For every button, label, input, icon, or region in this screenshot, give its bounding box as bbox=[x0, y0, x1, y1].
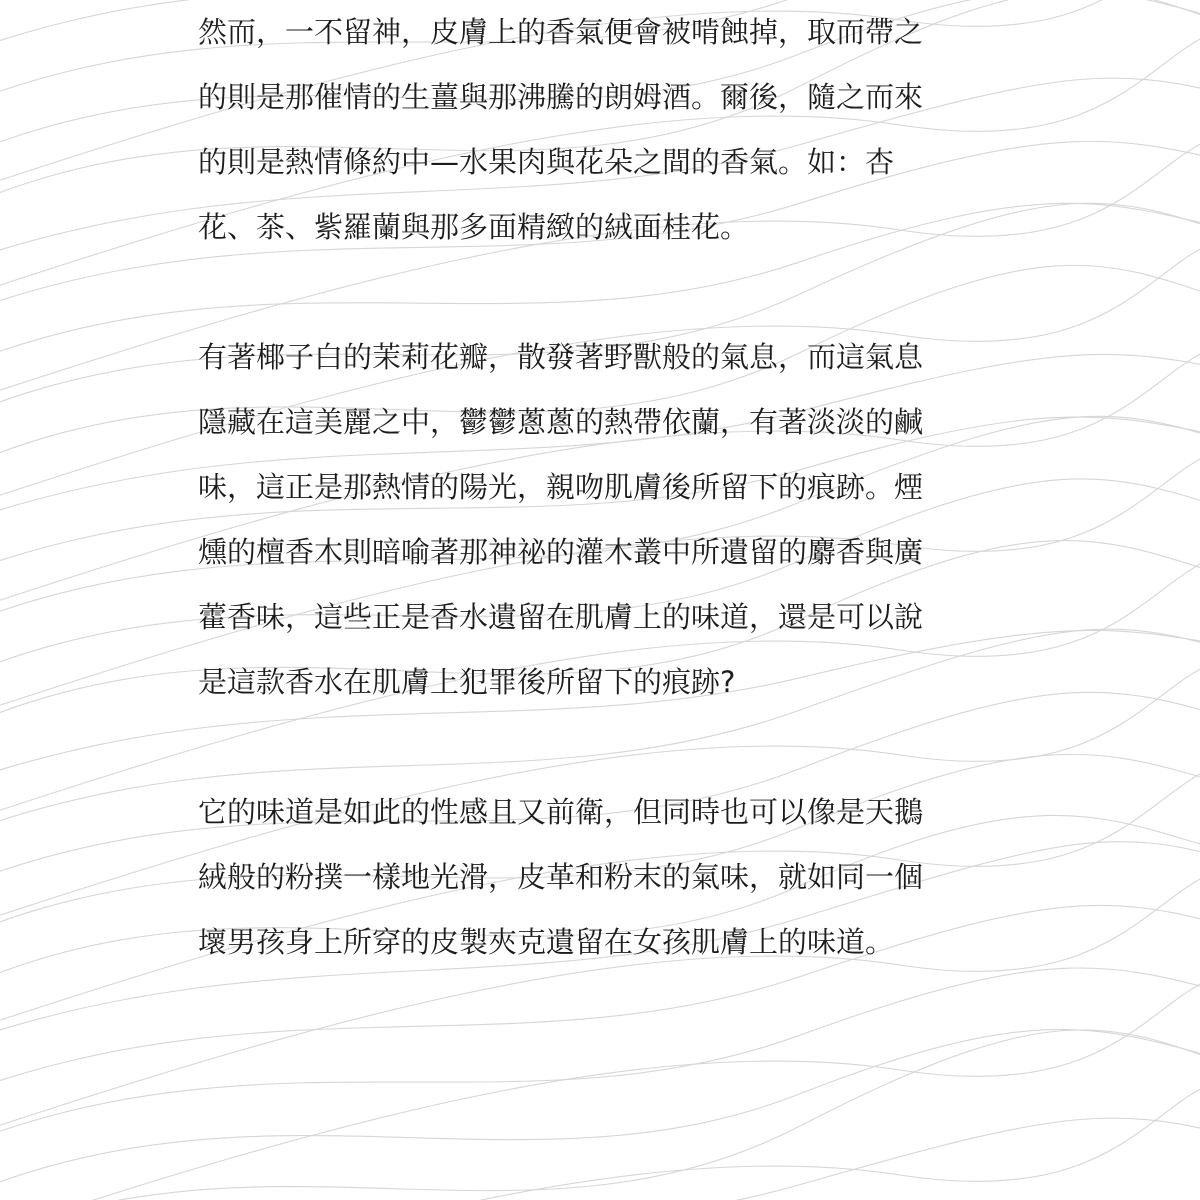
text-line: 的則是熱情條約中—水果肉與花朵之間的香氣。如：杏 bbox=[198, 145, 895, 179]
text-line: 的則是那催情的生薑與那沸騰的朗姆酒。爾後，隨之而來 bbox=[198, 80, 924, 114]
text-line: 絨般的粉撲一樣地光滑，皮革和粉末的氣味，就如同一個 bbox=[198, 860, 924, 894]
wave-line bbox=[0, 968, 1200, 1200]
wave-line bbox=[0, 1030, 1200, 1200]
wave-line bbox=[0, 1118, 1200, 1200]
text-line: 壞男孩身上所穿的皮製夾克遺留在女孩肌膚上的味道。 bbox=[198, 925, 895, 959]
text-line: 花、茶、紫羅蘭與那多面精緻的絨面桂花。 bbox=[198, 210, 750, 244]
text-line: 味，這正是那熱情的陽光，親吻肌膚後所留下的痕跡。煙 bbox=[198, 470, 924, 504]
text-line: 是這款香水在肌膚上犯罪後所留下的痕跡? bbox=[198, 665, 736, 699]
text-line: 燻的檀香木則暗喻著那神祕的灌木叢中所遺留的麝香與廣 bbox=[198, 535, 924, 569]
text-line: 然而，一不留神，皮膚上的香氣便會被啃蝕掉，取而帶之 bbox=[198, 15, 924, 49]
paragraph-2 bbox=[198, 325, 1004, 715]
paragraph-1 bbox=[198, 0, 1004, 260]
text-line: 藿香味，這些正是香水遺留在肌膚上的味道，還是可以說 bbox=[198, 600, 924, 634]
text-line: 有著椰子白的茉莉花瓣，散發著野獸般的氣息，而這氣息 bbox=[198, 340, 924, 374]
paragraph-3 bbox=[198, 780, 1004, 975]
wave-line bbox=[0, 1029, 1200, 1200]
wave-line bbox=[0, 968, 1200, 1154]
text-line: 它的味道是如此的性感且又前衛，但同時也可以像是天鵝 bbox=[198, 795, 924, 829]
article-body bbox=[198, 0, 1004, 975]
paragraph-spacer bbox=[198, 260, 1004, 325]
text-line: 隱藏在這美麗之中，鬱鬱蔥蔥的熱帶依蘭，有著淡淡的鹹 bbox=[198, 405, 924, 439]
paragraph-spacer bbox=[198, 715, 1004, 780]
